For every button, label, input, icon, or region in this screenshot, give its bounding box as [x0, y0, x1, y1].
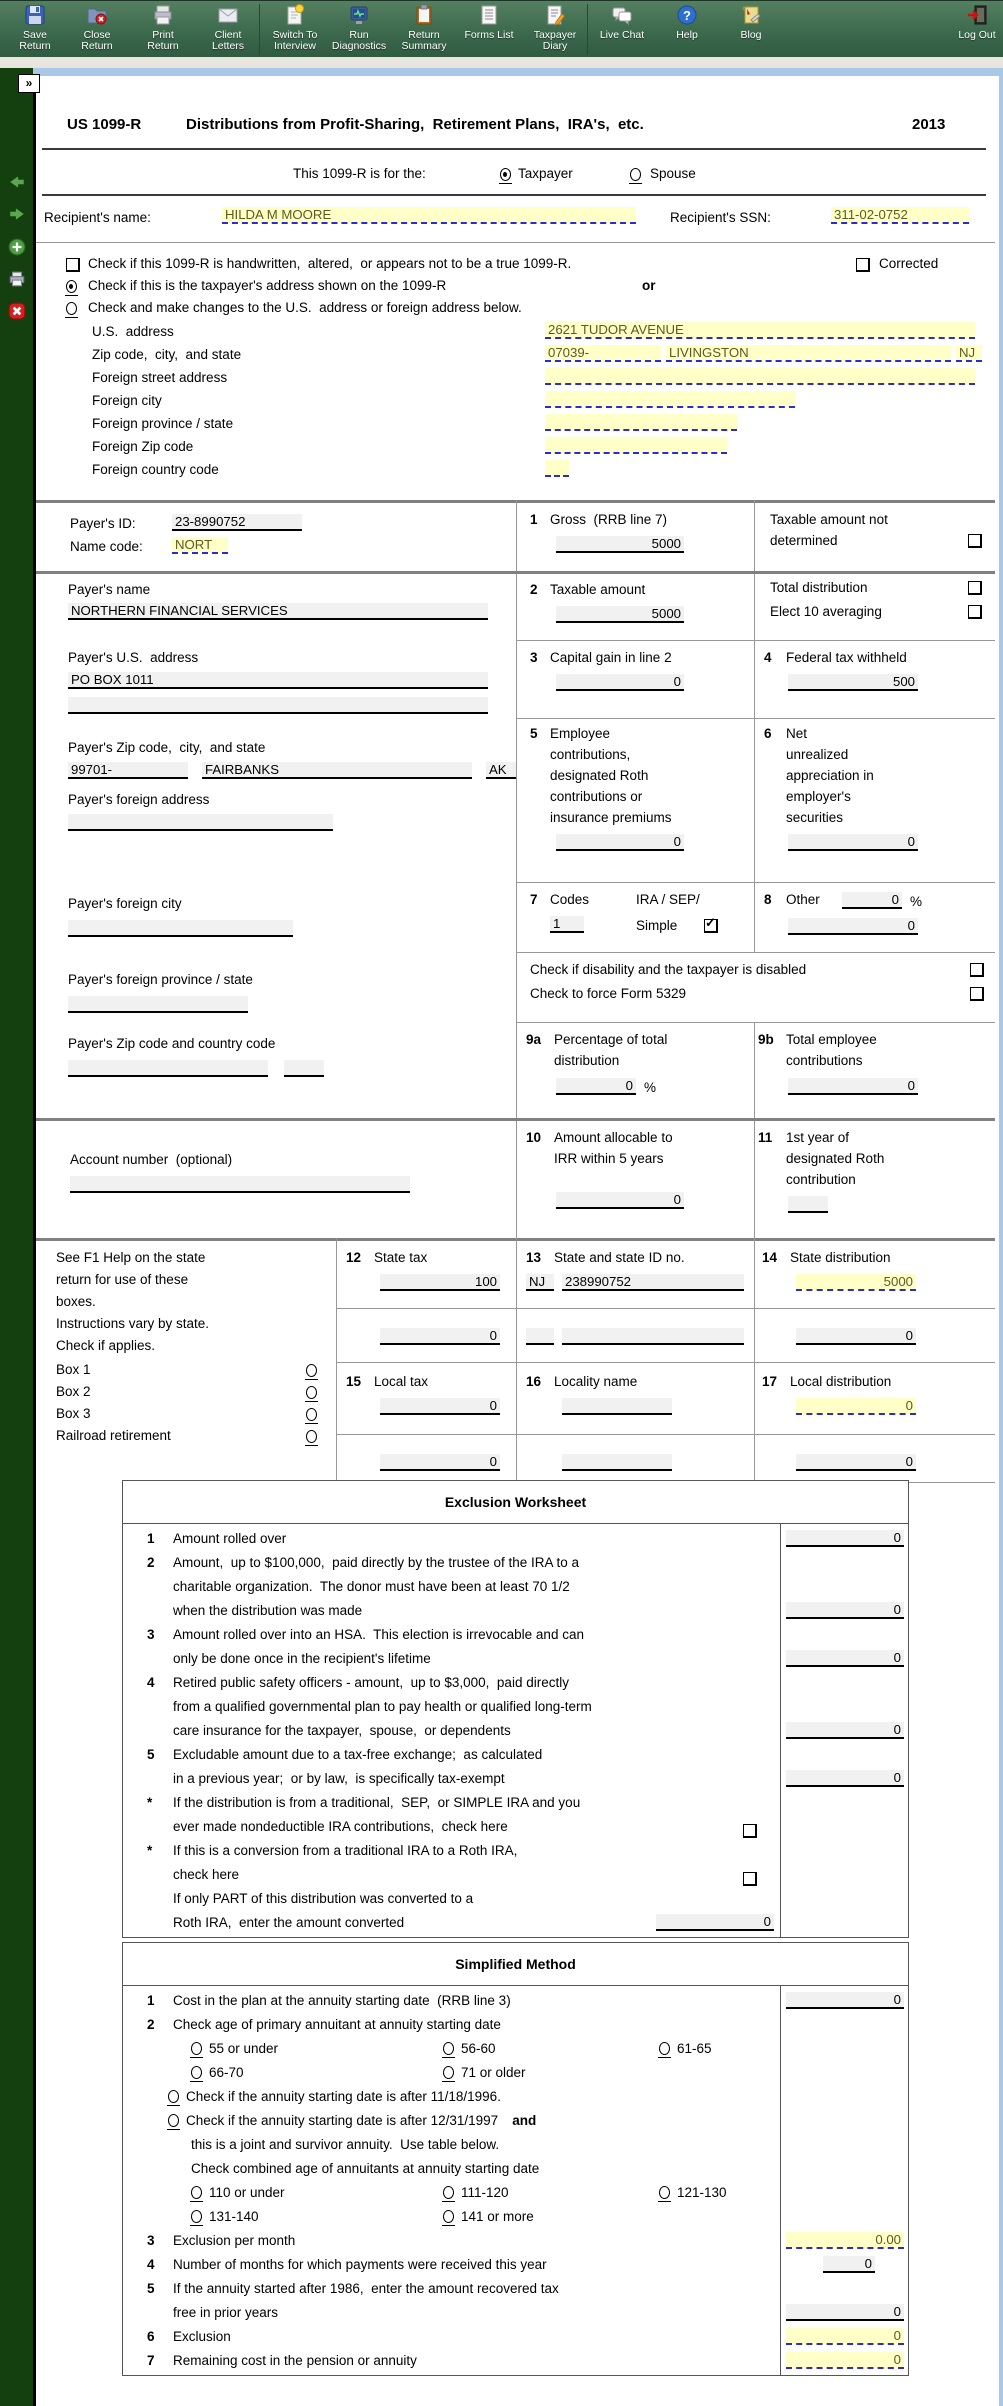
box4-label: Federal tax withheld: [786, 650, 907, 665]
divider: [516, 1022, 995, 1023]
box9b-number: 9b: [758, 1032, 774, 1047]
box15-label: Local tax: [374, 1374, 429, 1389]
exclusion-line: If the distribution is from a traditional, SEP, or SIMPLE IRA and you: [173, 1795, 581, 1810]
taxpayer-radio-label: Taxpayer: [518, 166, 573, 181]
age-61-65-radio[interactable]: [659, 2042, 670, 2055]
state-field[interactable]: NJ: [956, 345, 982, 362]
run-diagnostics-button[interactable]: Run Diagnostics: [327, 3, 391, 52]
box15-field-row1[interactable]: 0: [380, 1398, 500, 1415]
live-chat-button[interactable]: Live Chat: [590, 3, 654, 41]
taxpayer-address-radio[interactable]: [66, 279, 84, 294]
box16-field-row1[interactable]: [562, 1398, 672, 1415]
foreign-zip-field[interactable]: [545, 437, 727, 454]
account-number-label: Account number (optional): [70, 1152, 233, 1167]
state-help-text: Instructions vary by state.: [56, 1316, 210, 1331]
box6-number: 6: [764, 726, 772, 741]
payer-id-label: Payer's ID:: [70, 516, 136, 531]
blog-scroll-icon: [719, 3, 783, 30]
box1-label: Gross (RRB line 7): [550, 512, 668, 527]
plan-cost-field[interactable]: 0: [786, 1992, 904, 2009]
divider: [516, 882, 995, 883]
exclusion-line: If this is a conversion from a traditional IRA to a Roth IRA,: [173, 1843, 518, 1858]
box8-percent-field[interactable]: 0: [842, 892, 902, 909]
box9a-number: 9a: [526, 1032, 542, 1047]
simplified-line: Cost in the plan at the annuity starting date (RRB line 3): [173, 1993, 511, 2008]
forward-arrow-icon[interactable]: [8, 205, 26, 223]
simplified-line: Remaining cost in the pension or annuity: [173, 2353, 417, 2368]
payer-us-address-field-2[interactable]: [68, 697, 488, 714]
payer-city-field[interactable]: FAIRBANKS: [202, 762, 472, 779]
logout-icon: [945, 3, 1003, 30]
box2-number: 2: [530, 582, 538, 597]
payer-id-field[interactable]: 23-8990752: [172, 514, 302, 531]
taxable-not-determined-checkbox[interactable]: [968, 534, 982, 549]
exclusion-field-1[interactable]: 0: [786, 1530, 904, 1547]
after-1997-label: Check if the annuity starting date is after 12/31/1997: [186, 2113, 499, 2128]
form-title: Distributions from Profit-Sharing, Retirement Plans, IRA's, etc.: [186, 116, 644, 133]
simplified-line: If the annuity started after 1986, enter the amount recovered tax: [173, 2281, 559, 2296]
document-list-icon: [457, 3, 521, 30]
payer-foreign-province-label: Payer's foreign province / state: [68, 972, 253, 987]
box8-label: Other: [786, 892, 820, 907]
simplified-method-title: Simplified Method: [123, 1943, 908, 1986]
disability-label: Check if disability and the taxpayer is disabled: [530, 962, 807, 977]
age-56-60-label: 56-60: [461, 2041, 496, 2056]
combined-141-more-radio[interactable]: [443, 2210, 454, 2223]
recipient-ssn-field[interactable]: 311-02-0752: [831, 207, 969, 224]
box10-number: 10: [526, 1130, 542, 1145]
grid-line: [336, 1238, 337, 1484]
box1-radio[interactable]: [306, 1363, 324, 1378]
payer-foreign-city-field[interactable]: [68, 920, 293, 937]
exclusion-line: care insurance for the taxpayer, spouse, or dependents: [173, 1723, 511, 1738]
toolbar: [0, 0, 1003, 58]
taxable-not-determined-label-2: determined: [770, 533, 838, 548]
and-word: and: [512, 2113, 537, 2128]
payer-foreign-city-label: Payer's foreign city: [68, 896, 182, 911]
box2-radio-label: Box 2: [56, 1384, 91, 1399]
log-out-button[interactable]: Log Out: [945, 3, 1003, 41]
box9b-label: Total employee: [786, 1032, 877, 1047]
box17-label: Local distribution: [790, 1374, 892, 1389]
handwritten-checkbox[interactable]: [66, 258, 80, 273]
age-66-70-label: 66-70: [209, 2065, 244, 2080]
taxpayer-diary-button[interactable]: Taxpayer Diary: [523, 3, 587, 52]
print-icon: [131, 3, 195, 30]
svg-text:?: ?: [683, 8, 691, 23]
age-71-older-radio[interactable]: [443, 2066, 454, 2079]
recovered-tax-free-field[interactable]: 0: [786, 2304, 904, 2321]
divider: [36, 571, 995, 574]
close-return-button[interactable]: Close Return: [65, 3, 129, 52]
amount-converted-field[interactable]: 0: [656, 1914, 774, 1931]
box16-field-row2[interactable]: [562, 1454, 672, 1471]
box11-field[interactable]: [788, 1196, 828, 1213]
recipient-name-field[interactable]: HILDA M MOORE: [222, 207, 636, 224]
spouse-radio-label: Spouse: [650, 166, 696, 181]
combined-121-130-label: 121-130: [677, 2185, 727, 2200]
box9a-field[interactable]: 0: [556, 1078, 636, 1095]
box16-number: 16: [526, 1374, 542, 1389]
combined-121-130-radio[interactable]: [659, 2186, 670, 2199]
divider: [516, 640, 995, 641]
payer-us-address-label: Payer's U.S. address: [68, 650, 199, 665]
exclusion-worksheet-title: Exclusion Worksheet: [123, 1481, 908, 1524]
add-form-icon[interactable]: [8, 238, 26, 256]
box3-label: Capital gain in line 2: [550, 650, 672, 665]
box6-label: employer's: [786, 789, 851, 804]
simplified-method-worksheet: Simplified Method 1 Cost in the plan at the annuity starting date (RRB line 3) 0 2 Check age of primary annuitant at annuity starting date 55 or under 56-60 61-65 66-70 71 or older Check if the annuity starting date is after 11/18/1996. Check if the annuity starting date is after 12/31/1997 and this is a joint and survivor annuity. Use table below. Check combined age of annuitants at annuity starting date 110 or under 111-120 121-130 131-140 141 or more 3 Exclusion per month 0.00 4 Number of months for which payments were received this year 0 5 If the annuity started after 1986, enter the amount recovered tax free in prior years 0 6 Exclusion 0 7 Remaining cost in the pension or annuity 0: [122, 1942, 909, 2376]
foreign-province-label: Foreign province / state: [92, 416, 234, 431]
box13-state-field[interactable]: NJ: [526, 1274, 554, 1291]
name-code-field[interactable]: NORT: [172, 537, 228, 554]
taxpayer-address-label: Check if this is the taxpayer's address shown on the 1099-R: [88, 278, 447, 293]
age-66-70-radio[interactable]: [191, 2066, 202, 2079]
city-field[interactable]: LIVINGSTON: [666, 345, 951, 362]
us-address-field[interactable]: 2621 TUDOR AVENUE: [545, 322, 975, 339]
divider: [516, 952, 995, 953]
foreign-zip-label: Foreign Zip code: [92, 439, 194, 454]
box4-number: 4: [764, 650, 772, 665]
box1-number: 1: [530, 512, 538, 527]
box5-label: Employee: [550, 726, 611, 741]
box5-label: contributions,: [550, 747, 631, 762]
exclusion-line: Amount, up to $100,000, paid directly by the trustee of the IRA to a: [173, 1555, 580, 1570]
toolbar-subbar: [0, 57, 1003, 68]
foreign-city-label: Foreign city: [92, 393, 162, 408]
simplified-line: this is a joint and survivor annuity. Use table below.: [191, 2137, 500, 2152]
exclusion-line: Amount rolled over into an HSA. This election is irrevocable and can: [173, 1627, 584, 1642]
divider: [516, 718, 995, 719]
box7-code-field[interactable]: 1: [550, 916, 584, 933]
switch-to-interview-button[interactable]: Switch To Interview: [263, 3, 327, 52]
box11-number: 11: [758, 1130, 773, 1145]
close-icon: [65, 3, 129, 30]
taxable-not-determined-label-1: Taxable amount not: [770, 512, 888, 527]
simplified-line: Check combined age of annuitants at annuity starting date: [191, 2161, 540, 2176]
box13-id-field-row2[interactable]: [562, 1328, 744, 1345]
divider: [336, 1308, 995, 1309]
exclusion-line: when the distribution was made: [173, 1603, 363, 1618]
force-5329-checkbox[interactable]: [970, 987, 984, 1002]
foreign-street-label: Foreign street address: [92, 370, 228, 385]
clipboard-icon: [392, 3, 456, 30]
box2-label: Taxable amount: [550, 582, 646, 597]
box12-field-row1[interactable]: 100: [380, 1274, 500, 1291]
name-code-label: Name code:: [70, 539, 143, 554]
form-top-border: [33, 68, 1003, 76]
recipient-name-label: Recipient's name:: [44, 210, 151, 225]
help-button[interactable]: ? Help: [655, 3, 719, 41]
box2-radio[interactable]: [306, 1385, 324, 1400]
box3-radio-label: Box 3: [56, 1406, 91, 1421]
handwritten-label: Check if this 1099-R is handwritten, altered, or appears not to be a true 1099-R.: [88, 256, 572, 271]
percent-sign: %: [644, 1080, 657, 1095]
box3-number: 3: [530, 650, 538, 665]
payer-us-address-field[interactable]: PO BOX 1011: [68, 672, 488, 689]
divider: [42, 194, 986, 196]
box12-field-row2[interactable]: 0: [380, 1328, 500, 1345]
box17-field-row1[interactable]: 0: [796, 1398, 916, 1415]
exclusion-line: Retired public safety officers - amount, up to $3,000, paid directly: [173, 1675, 569, 1690]
payer-zip-city-state-label: Payer's Zip code, city, and state: [68, 740, 266, 755]
exclusion-line: only be done once in the recipient's lifetime: [173, 1651, 431, 1666]
payer-foreign-address-label: Payer's foreign address: [68, 792, 210, 807]
exclusion-line: If only PART of this distribution was converted to a: [173, 1891, 474, 1906]
forms-list-button[interactable]: Forms List: [457, 3, 521, 41]
percent-sign: %: [910, 894, 923, 909]
exclusion-field-2[interactable]: 0: [786, 1602, 904, 1619]
combined-141-more-label: 141 or more: [461, 2209, 534, 2224]
box10-label: Amount allocable to: [554, 1130, 673, 1145]
diagnostics-icon: [327, 3, 391, 30]
print-page-icon[interactable]: [8, 270, 26, 288]
box17-field-row2[interactable]: 0: [796, 1454, 916, 1471]
payer-zip-country-field[interactable]: [68, 1060, 268, 1077]
months-received-field[interactable]: 0: [823, 2256, 875, 2273]
owner-label: This 1099-R is for the:: [293, 166, 426, 181]
age-61-65-label: 61-65: [677, 2041, 712, 2056]
box14-number: 14: [762, 1250, 778, 1265]
grid-line: [516, 1238, 517, 1484]
combined-110-under-radio[interactable]: [191, 2186, 202, 2199]
total-distribution-checkbox[interactable]: [968, 581, 982, 596]
ira-sep-label: IRA / SEP/: [636, 892, 700, 907]
divider: [36, 242, 995, 243]
payer-name-label: Payer's name: [68, 582, 151, 597]
exclusion-line: charitable organization. The donor must have been at least 70 1/2: [173, 1579, 570, 1594]
box9b-field[interactable]: 0: [788, 1078, 918, 1095]
foreign-street-field[interactable]: [545, 368, 975, 385]
divider: [336, 1434, 995, 1435]
grid-line: [754, 1022, 755, 1238]
sidebar-expander-button[interactable]: »: [18, 74, 40, 93]
box13-state-field-row2[interactable]: [526, 1328, 554, 1345]
foreign-province-field[interactable]: [545, 414, 737, 431]
box11-label: contribution: [786, 1172, 856, 1187]
zip-city-state-label: Zip code, city, and state: [92, 347, 242, 362]
delete-form-icon[interactable]: [8, 302, 26, 320]
payer-foreign-province-field[interactable]: [68, 996, 248, 1013]
foreign-country-field[interactable]: [545, 460, 569, 477]
box9a-label: Percentage of total: [554, 1032, 668, 1047]
payer-name-field[interactable]: NORTHERN FINANCIAL SERVICES: [68, 603, 488, 620]
exclusion-line: from a qualified governmental plan to pay health or qualified long-term: [173, 1699, 592, 1714]
box10-field[interactable]: 0: [556, 1192, 684, 1209]
ira-sep-simple-checkbox[interactable]: [704, 919, 718, 934]
toolbar-separator: [587, 4, 588, 55]
box13-label: State and state ID no.: [554, 1250, 685, 1265]
box15-field-row2[interactable]: 0: [380, 1454, 500, 1471]
simplified-line: free in prior years: [173, 2305, 279, 2320]
change-address-label: Check and make changes to the U.S. address or foreign address below.: [88, 300, 522, 315]
box12-label: State tax: [374, 1250, 428, 1265]
exclusion-field-4[interactable]: 0: [786, 1722, 904, 1739]
diary-pencil-icon: [523, 3, 587, 30]
simplified-line: Exclusion: [173, 2329, 231, 2344]
box6-label: appreciation in: [786, 768, 874, 783]
back-arrow-icon[interactable]: [8, 173, 26, 191]
box11-label: designated Roth: [786, 1151, 885, 1166]
box14-field-row2[interactable]: 0: [796, 1328, 916, 1345]
simplified-line: Exclusion per month: [173, 2233, 296, 2248]
combined-111-120-radio[interactable]: [443, 2186, 454, 2199]
combined-110-under-label: 110 or under: [209, 2185, 285, 2200]
corrected-label: Corrected: [879, 256, 939, 271]
total-distribution-label: Total distribution: [770, 580, 868, 595]
box12-number: 12: [346, 1250, 362, 1265]
age-56-60-radio[interactable]: [443, 2042, 454, 2055]
form-1099r: [36, 76, 999, 2406]
box3-radio[interactable]: [306, 1407, 324, 1422]
box3-field[interactable]: 0: [556, 674, 684, 691]
box8-number: 8: [764, 892, 772, 907]
recipient-ssn-label: Recipient's SSN:: [670, 210, 771, 225]
exclusion-line: Amount rolled over: [173, 1531, 287, 1546]
box6-field[interactable]: 0: [788, 834, 918, 851]
box7-label: Codes: [550, 892, 590, 907]
simplified-line: Check age of primary annuitant at annuity starting date: [173, 2017, 501, 2032]
simplified-line: Number of months for which payments were received this year: [173, 2257, 547, 2272]
form-id: US 1099-R: [67, 116, 142, 133]
exclusion-line: in a previous year; or by law, is specifically tax-exempt: [173, 1771, 505, 1786]
zip-field[interactable]: 07039-: [545, 345, 661, 362]
grid-line: [516, 500, 517, 1238]
foreign-city-field[interactable]: [545, 391, 795, 408]
save-return-button[interactable]: Save Return: [3, 3, 67, 52]
simple-label: Simple: [636, 918, 678, 933]
box17-number: 17: [762, 1374, 778, 1389]
box11-label: 1st year of: [786, 1130, 850, 1145]
box4-field[interactable]: 500: [788, 674, 918, 691]
state-help-text: return for use of these: [56, 1272, 189, 1287]
state-help-text: See F1 Help on the state: [56, 1250, 206, 1265]
box13-id-field[interactable]: 238990752: [562, 1274, 744, 1291]
exclusion-field-5[interactable]: 0: [786, 1770, 904, 1787]
payer-foreign-address-field[interactable]: [68, 814, 333, 831]
left-sidebar: [0, 68, 33, 2406]
exclusion-field[interactable]: 0: [786, 2328, 904, 2345]
help-icon: [655, 3, 719, 30]
divider: [42, 148, 986, 150]
box5-label: designated Roth: [550, 768, 649, 783]
disability-checkbox[interactable]: [970, 963, 984, 978]
taxpayer-radio[interactable]: [500, 167, 518, 182]
combined-131-140-label: 131-140: [209, 2209, 259, 2224]
railroad-radio-label: Railroad retirement: [56, 1428, 171, 1443]
box15-number: 15: [346, 1374, 362, 1389]
exclusion-worksheet: Exclusion Worksheet 1 Amount rolled over 0 2 Amount, up to $100,000, paid directly by the trustee of the IRA to a charitable organization. The donor must have been at least 70 1/2 when the distribution was made 0 3 Amount rolled over into an HSA. This election is irrevocable and can only be done once in the recipient's lifetime 0 4 Retired public safety officers - amount, up to $3,000, paid directly from a qualified governmental plan to pay health or qualified long-term care insurance for the taxpayer, spouse, or dependents 0 5 Excludable amount due to a tax-free exchange; as calculated in a previous year; or by law, is specifically tax-exempt 0 * If the distribution is from a traditional, SEP, or SIMPLE IRA and you ever made nondeductible IRA contributions, check here * If this is a conversion from a traditional IRA to a Roth IRA, check here If only PART of this distribution was converted to a Roth IRA, enter the amount converted 0: [122, 1480, 909, 1938]
exclusion-line: ever made nondeductible IRA contributions, check here: [173, 1819, 508, 1834]
envelope-icon: [196, 3, 260, 30]
form-year: 2013: [912, 116, 946, 133]
grid-line: [754, 1238, 755, 1484]
box6-label: unrealized: [786, 747, 849, 762]
box8-field[interactable]: 0: [788, 918, 918, 935]
exclusion-line: check here: [173, 1867, 240, 1882]
print-return-button[interactable]: Print Return: [131, 3, 195, 52]
save-icon: [3, 3, 67, 30]
box5-field[interactable]: 0: [556, 834, 684, 851]
exclusion-field-3[interactable]: 0: [786, 1650, 904, 1667]
account-number-field[interactable]: [70, 1176, 410, 1193]
state-help-text: Check if applies.: [56, 1338, 156, 1353]
box14-field-row1[interactable]: 5000: [796, 1274, 916, 1291]
after-1997-radio[interactable]: [168, 2114, 179, 2127]
divider: [336, 1362, 995, 1363]
blog-button[interactable]: Blog: [719, 3, 783, 41]
payer-zip-field[interactable]: 99701-: [68, 762, 188, 779]
box1-field[interactable]: 5000: [556, 536, 684, 553]
box6-label: securities: [786, 810, 844, 825]
or-word: or: [642, 278, 656, 293]
box2-field[interactable]: 5000: [556, 606, 684, 623]
elect-10-averaging-label: Elect 10 averaging: [770, 604, 882, 619]
box6-label: Net: [786, 726, 808, 741]
box10-label: IRR within 5 years: [554, 1151, 664, 1166]
return-summary-button[interactable]: Return Summary: [392, 3, 456, 52]
divider: [36, 1118, 995, 1121]
combined-111-120-label: 111-120: [461, 2185, 509, 2200]
exclusion-per-month-field[interactable]: 0.00: [786, 2232, 904, 2249]
grid-line: [754, 500, 755, 952]
box14-label: State distribution: [790, 1250, 891, 1265]
box5-number: 5: [530, 726, 538, 741]
elect-10-averaging-checkbox[interactable]: [968, 605, 982, 620]
box16-label: Locality name: [554, 1374, 638, 1389]
age-55-under-label: 55 or under: [209, 2041, 279, 2056]
box5-label: contributions or: [550, 789, 643, 804]
box1-radio-label: Box 1: [56, 1362, 91, 1377]
payer-state-field[interactable]: AK: [486, 762, 516, 779]
exclusion-line: Roth IRA, enter the amount converted: [173, 1915, 405, 1930]
box9b-label: contributions: [786, 1053, 863, 1068]
toolbar-separator: [259, 4, 260, 55]
payer-country-code-field[interactable]: [284, 1060, 324, 1077]
form-right-border: [999, 76, 1003, 2406]
box9a-label: distribution: [554, 1053, 620, 1068]
state-help-text: boxes.: [56, 1294, 96, 1309]
spouse-radio[interactable]: [630, 167, 648, 182]
us-address-label: U.S. address: [92, 324, 174, 339]
age-55-under-radio[interactable]: [191, 2042, 202, 2055]
corrected-checkbox[interactable]: [856, 258, 870, 273]
client-letters-button[interactable]: Client Letters: [196, 3, 260, 52]
exclusion-line: Excludable amount due to a tax-free exchange; as calculated: [173, 1747, 543, 1762]
payer-zip-country-label: Payer's Zip code and country code: [68, 1036, 276, 1051]
foreign-country-label: Foreign country code: [92, 462, 219, 477]
after-1996-label: Check if the annuity starting date is after 11/18/1996.: [186, 2089, 501, 2104]
remaining-cost-field[interactable]: 0: [786, 2352, 904, 2369]
box7-number: 7: [530, 892, 538, 907]
box13-number: 13: [526, 1250, 542, 1265]
combined-131-140-radio[interactable]: [191, 2210, 202, 2223]
railroad-radio[interactable]: [306, 1429, 324, 1444]
box5-label: insurance premiums: [550, 810, 672, 825]
interview-icon: [263, 3, 327, 30]
force-5329-label: Check to force Form 5329: [530, 986, 687, 1001]
change-address-radio[interactable]: [66, 301, 84, 316]
after-1996-radio[interactable]: [168, 2090, 179, 2103]
chat-bubbles-icon: [590, 3, 654, 30]
age-71-older-label: 71 or older: [461, 2065, 526, 2080]
